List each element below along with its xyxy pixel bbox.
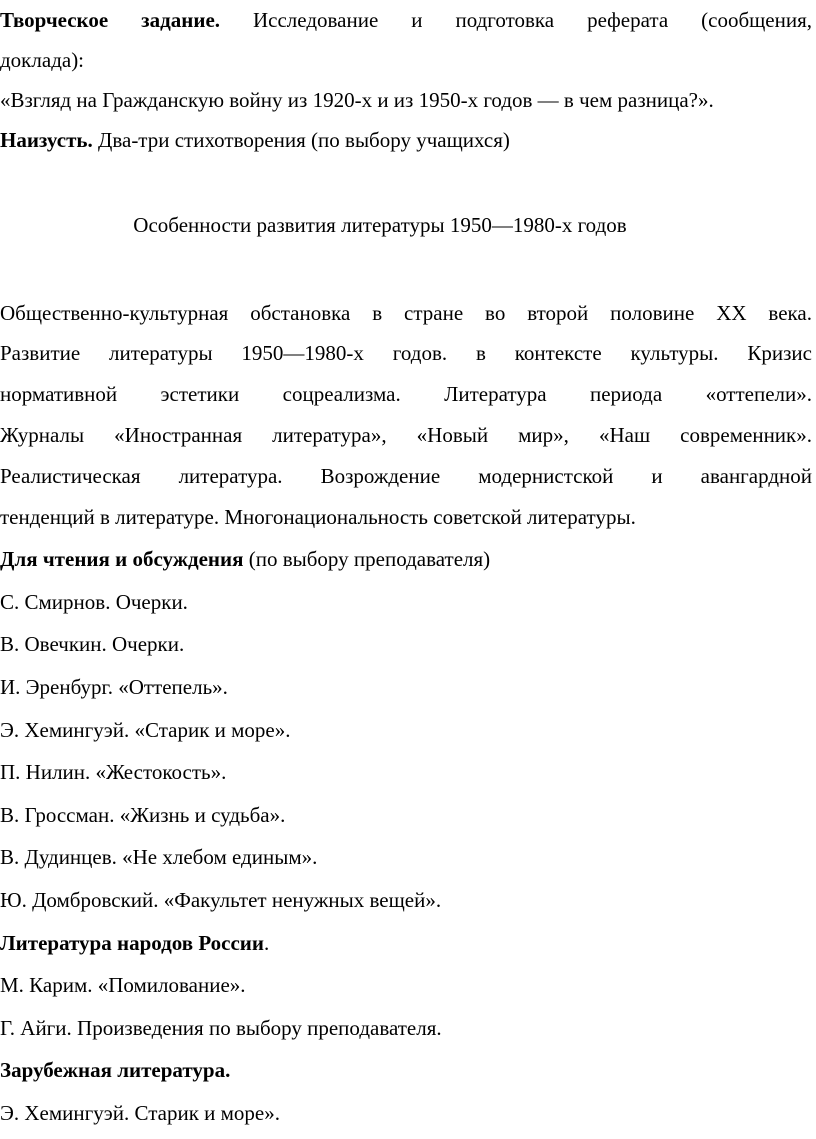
foreign-label: Зарубежная литература. [0,1058,231,1082]
overview-line-4: Журналы «Иностранная литература», «Новый мир», «Наш современник». [0,423,812,447]
task-text-1: Исследование и подготовка реферата (сообщения, [253,8,813,32]
reading-label: Для чтения и обсуждения [0,547,244,571]
overview-line-5: Реалистическая литература. Возрождение модернистской и авангардной [0,464,812,488]
reading-item: С. Смирнов. Очерки. [0,590,188,614]
peoples-item: Г. Айги. Произведения по выбору преподавателя. [0,1016,442,1040]
task-line-2 [0,46,812,74]
reading-heading [0,545,812,573]
reading-item: В. Гроссман. «Жизнь и судьба». [0,803,286,827]
foreign-heading [0,1056,812,1084]
reading-item: П. Нилин. «Жестокость». [0,760,227,784]
foreign-item: Э. Хемингуэй. Старик и море». [0,1101,281,1125]
memorize-line [0,126,812,154]
memorize-text: Два-три стихотворения (по выбору учащихся) [98,128,510,152]
memorize-label: Наизусть. [0,128,93,152]
reading-item: В. Дудинцев. «Не хлебом единым». [0,845,318,869]
reading-item: Ю. Домбровский. «Факультет ненужных вещей». [0,888,442,912]
overview-line-6: тенденций в литературе. Многонациональность советской литературы. [0,505,636,529]
reading-item: Э. Хемингуэй. «Старик и море». [0,718,291,742]
task-label: Творческое задание. [0,8,221,32]
peoples-item: М. Карим. «Помилование». [0,973,246,997]
overview-line-2: Развитие литературы 1950—1980-х годов. в контексте культуры. Кризис [0,341,812,365]
section-title: Особенности развития литературы 1950—1980-х годов [133,213,627,237]
overview-line-3: нормативной эстетики соцреализма. Литература периода «оттепели». [0,382,812,406]
peoples-label: Литература народов России [0,931,264,955]
reading-item: И. Эренбург. «Оттепель». [0,675,228,699]
task-line-1 [0,6,812,34]
task-text-2: доклада): [0,48,85,72]
peoples-heading [0,929,812,957]
reading-item: В. Овечкин. Очерки. [0,632,185,656]
peoples-suffix: . [264,931,270,955]
task-topic-text: «Взгляд на Гражданскую войну из 1920-х и из 1950-х годов — в чем разница?». [0,88,714,112]
task-topic [0,86,812,114]
overview-line-1: Общественно-культурная обстановка в стране во второй половине XX века. [0,301,812,325]
reading-note: (по выбору преподавателя) [248,547,491,571]
